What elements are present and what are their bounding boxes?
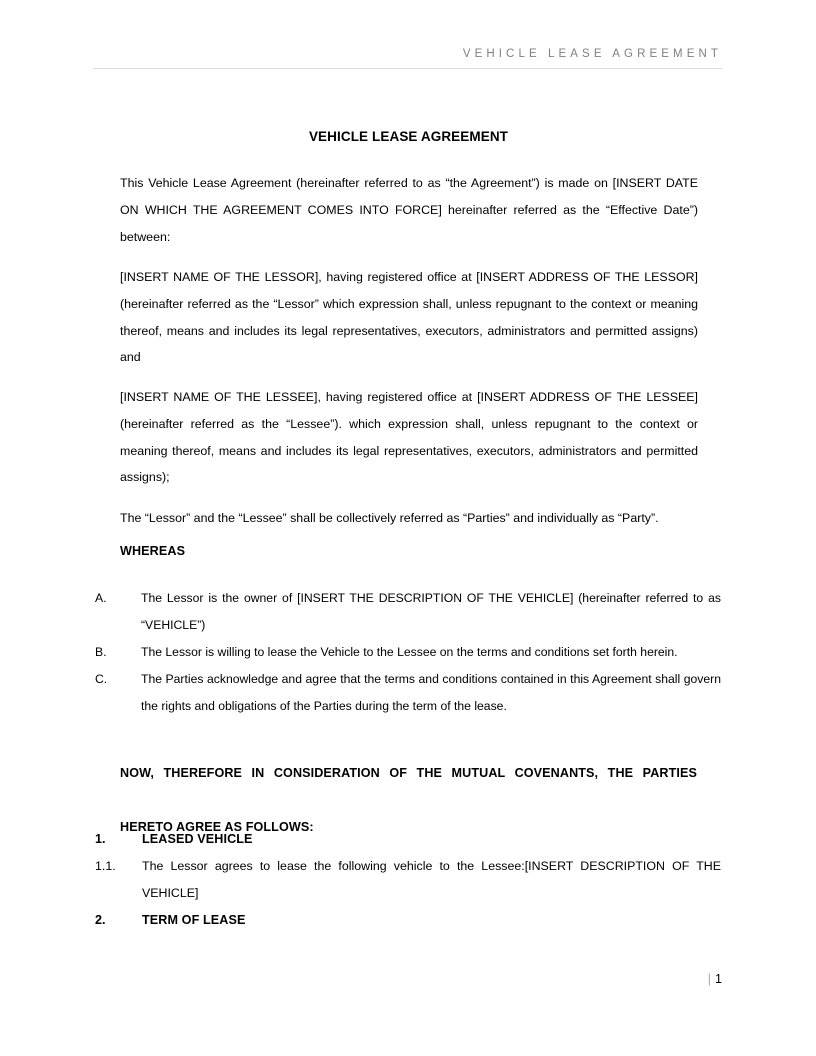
recital-marker-a: A. <box>95 591 107 605</box>
clause-text-1-1: The Lessor agrees to lease the following vehicle to the Lessee:[INSERT DESCRIPTION OF THE VEHICLE] <box>142 859 721 900</box>
paragraph-lessee: [INSERT NAME OF THE LESSEE], having registered office at [INSERT ADDRESS OF THE LESSEE] (hereinafter referred as the “Lessee”). which expression shall, unless repugnant to the context or meaning thereof, means and includes its legal representatives, executors, administrators and permitted assigns); <box>120 390 698 485</box>
page-number: 1 <box>715 972 722 986</box>
recital-marker-b: B. <box>95 645 107 659</box>
page-title: VEHICLE LEASE AGREEMENT <box>308 129 509 144</box>
list-item <box>0 826 816 853</box>
running-header-title: VEHICLE LEASE AGREEMENT <box>462 48 722 60</box>
clause-marker-2: 2. <box>95 913 106 927</box>
clauses-list <box>0 826 816 934</box>
paragraph-lessor: [INSERT NAME OF THE LESSOR], having registered office at [INSERT ADDRESS OF THE LESSOR] (hereinafter referred as the “Lessor” which expression shall, unless repugnant to the context or meaning thereof, means and includes its legal representatives, executors, administrators and permitted assigns) and <box>120 270 698 365</box>
now-therefore-line-1: NOW, THEREFORE IN CONSIDERATION OF THE MUTUAL COVENANTS, THE PARTIES <box>120 766 697 780</box>
paragraph-parties: The “Lessor” and the “Lessee” shall be collectively referred as “Parties” and individually as “Party”. <box>120 511 659 525</box>
page-header <box>93 44 722 62</box>
page-footer <box>93 972 722 986</box>
recital-marker-c: C. <box>95 672 108 686</box>
list-item <box>0 666 816 720</box>
now-therefore-line-2: HERETO AGREE AS FOLLOWS: <box>120 820 314 834</box>
clause-marker-1: 1. <box>95 832 106 846</box>
recital-text-b: The Lessor is willing to lease the Vehicle to the Lessee on the terms and conditions set forth herein. <box>141 645 678 659</box>
paragraph-preamble: This Vehicle Lease Agreement (hereinafter referred to as “the Agreement”) is made on [INSERT DATE ON WHICH THE AGREEMENT COMES INTO FORCE] hereinafter referred as the “Effective Date”) between: <box>120 176 698 244</box>
clause-heading-term-of-lease: TERM OF LEASE <box>142 913 246 927</box>
recitals-list <box>0 585 816 720</box>
clause-marker-1-1: 1.1. <box>95 859 116 873</box>
list-item <box>0 907 816 934</box>
list-item <box>0 853 816 907</box>
list-item <box>0 585 816 639</box>
header-divider-rule <box>93 68 722 69</box>
list-item <box>0 639 816 666</box>
recital-text-a: The Lessor is the owner of [INSERT THE DESCRIPTION OF THE VEHICLE] (hereinafter referred to as “VEHICLE”) <box>141 591 721 632</box>
footer-separator: | <box>707 972 712 986</box>
whereas-heading: WHEREAS <box>120 544 186 558</box>
clause-heading-leased-vehicle: LEASED VEHICLE <box>142 832 253 846</box>
recital-text-c: The Parties acknowledge and agree that the terms and conditions contained in this Agreement shall govern the rights and obligations of the Parties during the term of the lease. <box>141 672 721 713</box>
